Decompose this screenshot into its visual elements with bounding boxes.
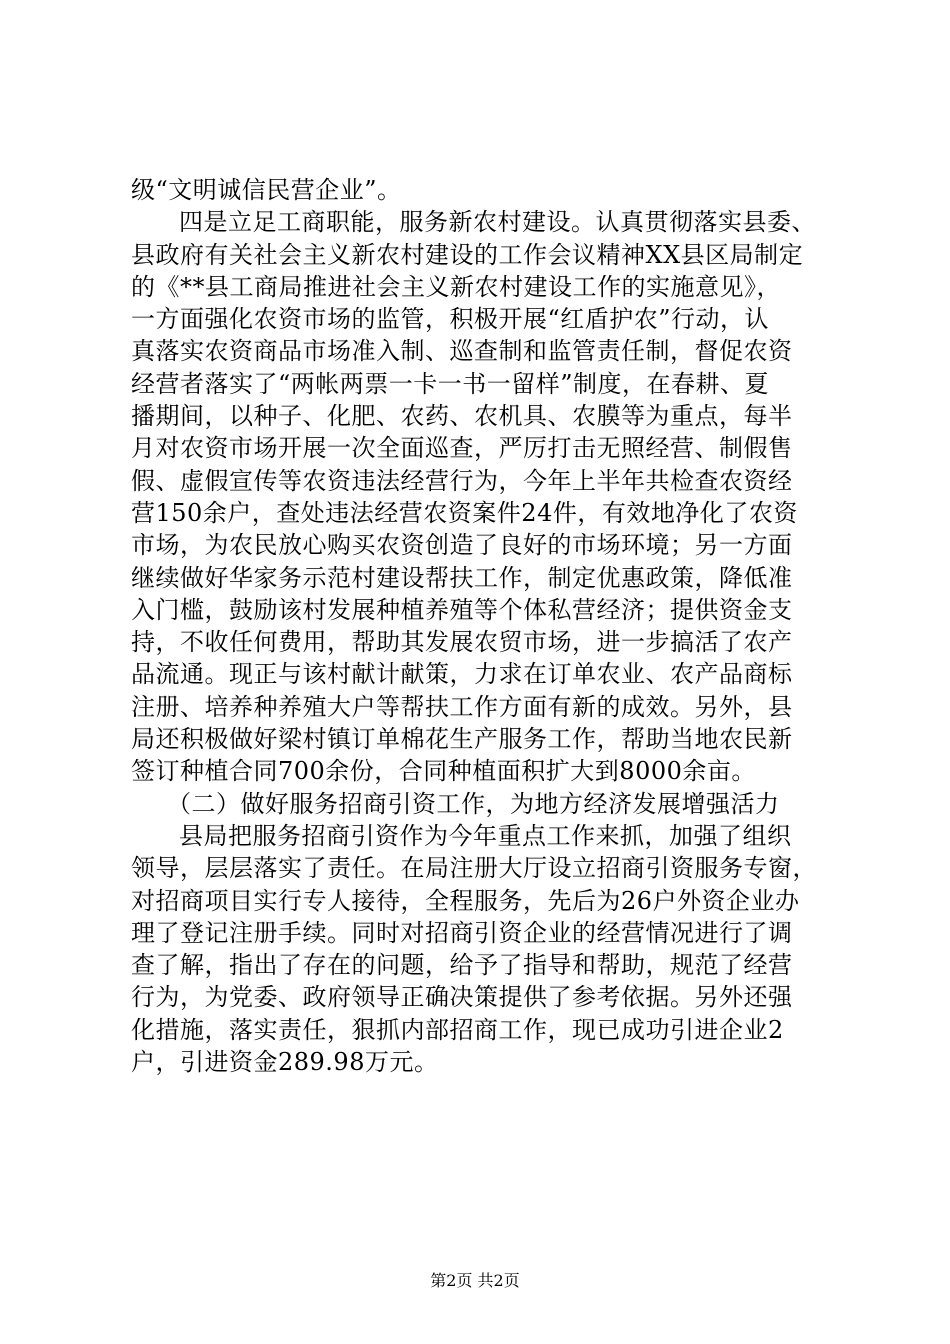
text-line: 品流通。现正与该村献计献策，力求在订单农业、农产品商标	[131, 660, 793, 689]
text-line: 对招商项目实行专人接待，全程服务，先后为26户外资企业办	[131, 886, 800, 915]
text-line: 市场，为农民放心购买农资创造了良好的市场环境；另一方面	[131, 531, 793, 560]
text-line: 假、虚假宣传等农资违法经营行为，今年上半年共检查农资经	[131, 466, 793, 495]
text-line: 局还积极做好梁村镇订单棉花生产服务工作，帮助当地农民新	[131, 725, 793, 754]
text-line: 查了解，指出了存在的问题，给予了指导和帮助，规范了经营	[131, 951, 793, 980]
text-line: 继续做好华家务示范村建设帮扶工作，制定优惠政策，降低准	[131, 563, 793, 592]
paragraph-start-line: 四是立足工商职能，服务新农村建设。认真贯彻落实县委、	[179, 208, 816, 237]
text-line: 营150余户，查处违法经营农资案件24件，有效地净化了农资	[131, 498, 798, 527]
text-line: 县政府有关社会主义新农村建设的工作会议精神XX县区局制定	[131, 240, 804, 269]
page-number-footer: 第2页 共2页	[430, 1271, 520, 1290]
text-line: 月对农资市场开展一次全面巡查，严厉打击无照经营、制假售	[131, 434, 793, 463]
text-line: 户，引进资金289.98万元。	[131, 1048, 439, 1077]
section-heading: （二）做好服务招商引资工作，为地方经济发展增强活力	[167, 789, 780, 818]
text-line: 级“文明诚信民营企业”。	[131, 176, 402, 204]
text-line: 化措施，落实责任，狠抓内部招商工作，现已成功引进企业2	[131, 1015, 784, 1044]
text-line: 入门槛，鼓励该村发展种植养殖等个体私营经济；提供资金支	[131, 595, 793, 624]
text-line: 播期间，以种子、化肥、农药、农机具、农膜等为重点，每半	[131, 402, 793, 431]
body-text	[131, 174, 831, 1078]
text-line: 注册、培养种养殖大户等帮扶工作方面有新的成效。另外，县	[131, 692, 793, 721]
text-line: 经营者落实了“两帐两票一卡一书一留样”制度，在春耕、夏	[131, 369, 770, 398]
text-line: 理了登记注册手续。同时对招商引资企业的经营情况进行了调	[131, 918, 793, 947]
text-line: 行为，为党委、政府领导正确决策提供了参考依据。另外还强	[131, 983, 793, 1012]
text-line: 的《**县工商局推进社会主义新农村建设工作的实施意见》，	[131, 272, 781, 301]
text-line: 签订种植合同700余份，合同种植面积扩大到8000余亩。	[131, 757, 756, 786]
text-line: 一方面强化农资市场的监管，积极开展“红盾护农”行动，认	[131, 305, 770, 334]
text-line: 真落实农资商品市场准入制、巡查制和监管责任制，督促农资	[131, 337, 793, 366]
text-line: 领导，层层落实了责任。在局注册大厅设立招商引资服务专窗，	[131, 854, 817, 883]
paragraph-start-line: 县局把服务招商引资作为今年重点工作来抓，加强了组织	[179, 821, 792, 850]
text-line: 持，不收任何费用，帮助其发展农贸市场，进一步搞活了农产	[131, 628, 793, 657]
